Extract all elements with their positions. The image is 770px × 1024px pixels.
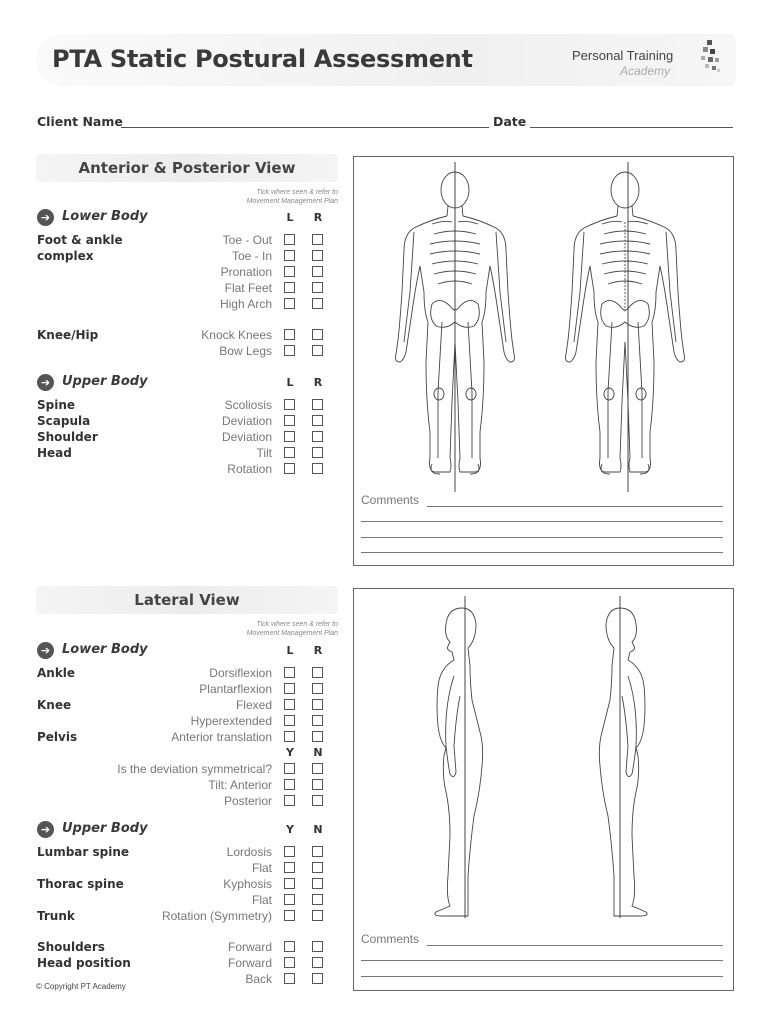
lateral-comments-label: Comments (361, 932, 420, 946)
lateral-lower-col-right: R (313, 644, 323, 657)
lateral-upper-checkbox-left[interactable] (284, 941, 295, 952)
anterior-upper-item-label: Rotation (227, 462, 272, 476)
lateral-lower-checkbox-left[interactable] (284, 715, 295, 726)
anterior-lower-item-label: High Arch (219, 297, 272, 311)
knee-hip-label: Knee/Hip (37, 328, 99, 342)
anterior-upper-body-part-label: Shoulder (37, 430, 98, 444)
anterior-lower-col-left: L (286, 211, 294, 224)
anterior-lower-col-right: R (313, 211, 323, 224)
logo-text-primary: Personal Training (572, 48, 674, 63)
lateral-lower-heading: Lower Body (62, 642, 148, 657)
lateral-lower-checkbox-right[interactable] (312, 667, 323, 678)
date-label: Date (493, 114, 527, 129)
anterior-lower-heading: Lower Body (62, 209, 148, 224)
anterior-upper-body-part-label: Head (37, 446, 72, 460)
anterior-lower-checkbox-right[interactable] (312, 266, 323, 277)
lateral-lower-item-label: Posterior (223, 794, 272, 808)
lateral-lower-item-label: Plantarflexion (199, 682, 272, 696)
anterior-comment-line-4[interactable] (361, 552, 723, 553)
lateral-lower-checkbox-left[interactable] (284, 699, 295, 710)
lateral-note-line1: Tick where seen & refer to (256, 621, 338, 628)
lateral-upper-checkbox-left[interactable] (284, 957, 295, 968)
lateral-lower-body-part-label: Pelvis (37, 730, 78, 744)
anterior-upper-checkbox-right[interactable] (312, 447, 323, 458)
lateral-lower-checkbox-right[interactable] (312, 731, 323, 742)
lateral-lower-item-label: Hyperextended (190, 714, 272, 728)
lateral-comment-line-3[interactable] (361, 976, 723, 977)
anterior-lower-item-label: Bow Legs (219, 344, 272, 358)
lateral-upper-item-label: Kyphosis (223, 877, 272, 891)
lateral-upper-checkbox-left[interactable] (284, 973, 295, 984)
lateral-upper-body-part-label: Head position (37, 956, 131, 970)
lateral-upper-checkbox-right[interactable] (312, 846, 323, 857)
lateral-upper-body-part-label: Lumbar spine (37, 845, 130, 859)
anterior-upper-checkbox-right[interactable] (312, 463, 323, 474)
anterior-lower-checkbox-right[interactable] (312, 234, 323, 245)
lateral-lower-checkbox-right[interactable] (312, 795, 323, 806)
anterior-upper-checkbox-left[interactable] (284, 399, 295, 410)
anterior-lower-item-label: Flat Feet (224, 281, 272, 295)
lateral-lower-col-left: L (286, 644, 294, 657)
lateral-upper-checkbox-right[interactable] (312, 973, 323, 984)
anterior-upper-col-right: R (313, 376, 323, 389)
lateral-lower-item-label: Dorsiflexion (209, 666, 272, 680)
lateral-upper-checkbox-right[interactable] (312, 862, 323, 873)
logo-dots-icon (698, 38, 722, 78)
anterior-upper-col-left: L (286, 376, 294, 389)
foot-ankle-label-2: complex (37, 249, 94, 263)
anterior-lower-checkbox-left[interactable] (284, 345, 295, 356)
lateral-lower-col-yes: Y (286, 746, 294, 759)
logo-text-secondary: Academy (620, 64, 671, 78)
client-name-field[interactable] (121, 127, 489, 128)
anterior-upper-item-label: Deviation (221, 430, 272, 444)
anterior-lower-checkbox-left[interactable] (284, 329, 295, 340)
anterior-lower-checkbox-right[interactable] (312, 298, 323, 309)
lateral-upper-checkbox-left[interactable] (284, 878, 295, 889)
lateral-lower-checkbox-left[interactable] (284, 683, 295, 694)
lateral-lower-checkbox-left[interactable] (284, 763, 295, 774)
anterior-lower-item-label: Knock Knees (201, 328, 272, 342)
lateral-upper-checkbox-right[interactable] (312, 957, 323, 968)
foot-ankle-label: Foot & ankle (37, 233, 123, 247)
anterior-lower-checkbox-right[interactable] (312, 345, 323, 356)
lateral-upper-checkbox-left[interactable] (284, 846, 295, 857)
lateral-upper-body-part-label: Thorac spine (37, 877, 124, 891)
arrow-right-icon: ➔ (37, 209, 54, 226)
lateral-upper-item-label: Forward (227, 940, 272, 954)
anterior-lower-checkbox-left[interactable] (284, 234, 295, 245)
anterior-note (180, 188, 338, 206)
lateral-lower-item-label: Flexed (235, 698, 272, 712)
lateral-upper-item-label: Forward (227, 956, 272, 970)
arrow-right-icon: ➔ (37, 374, 54, 391)
lateral-lower-body-part-label: Ankle (37, 666, 76, 680)
lateral-upper-checkbox-left[interactable] (284, 862, 295, 873)
lateral-lower-checkbox-left[interactable] (284, 731, 295, 742)
lateral-upper-checkbox-right[interactable] (312, 910, 323, 921)
lateral-upper-checkbox-left[interactable] (284, 910, 295, 921)
anterior-comment-line-3[interactable] (361, 537, 723, 538)
lateral-lower-item-label: Anterior translation (171, 730, 272, 744)
lateral-lower-item-label: Is the deviation symmetrical? (117, 762, 272, 776)
anterior-upper-checkbox-left[interactable] (284, 447, 295, 458)
anterior-comments-label: Comments (361, 493, 420, 507)
lateral-lower-checkbox-left[interactable] (284, 795, 295, 806)
anterior-lower-checkbox-left[interactable] (284, 298, 295, 309)
lateral-upper-heading: Upper Body (62, 821, 148, 836)
lateral-lower-checkbox-right[interactable] (312, 715, 323, 726)
lateral-upper-body-part-label: Shoulders (37, 940, 105, 954)
lateral-lower-checkbox-left[interactable] (284, 779, 295, 790)
arrow-right-icon: ➔ (37, 642, 54, 659)
anterior-upper-heading: Upper Body (62, 374, 148, 389)
anterior-lower-checkbox-right[interactable] (312, 250, 323, 261)
anterior-upper-checkbox-left[interactable] (284, 415, 295, 426)
anterior-section-title: Anterior & Posterior View (78, 159, 296, 177)
anterior-note-line2: Movement Management Plan (246, 198, 338, 205)
client-name-label: Client Name (37, 114, 123, 129)
anterior-comment-line-1[interactable] (427, 506, 723, 507)
anterior-lower-checkbox-right[interactable] (312, 282, 323, 293)
lateral-lower-checkbox-right[interactable] (312, 763, 323, 774)
anterior-comment-line-2[interactable] (361, 521, 723, 522)
lateral-upper-item-label: Rotation (Symmetry) (161, 909, 272, 923)
anterior-upper-checkbox-right[interactable] (312, 399, 323, 410)
anterior-lower-checkbox-left[interactable] (284, 250, 295, 261)
anterior-lower-item-label: Toe - Out (222, 233, 272, 247)
anterior-lower-checkbox-right[interactable] (312, 329, 323, 340)
lateral-upper-item-label: Back (245, 972, 272, 986)
lateral-lower-col-no: N (313, 746, 323, 759)
anterior-posterior-body-figures (390, 162, 690, 492)
lateral-lower-checkbox-right[interactable] (312, 683, 323, 694)
anterior-upper-checkbox-left[interactable] (284, 431, 295, 442)
lateral-section-title: Lateral View (134, 591, 240, 609)
date-field[interactable] (530, 127, 733, 128)
anterior-lower-item-label: Toe - In (231, 249, 272, 263)
anterior-upper-item-label: Deviation (221, 414, 272, 428)
anterior-upper-body-part-label: Spine (37, 398, 76, 412)
lateral-upper-checkbox-right[interactable] (312, 878, 323, 889)
lateral-upper-checkbox-right[interactable] (312, 894, 323, 905)
lateral-upper-checkbox-right[interactable] (312, 941, 323, 952)
anterior-lower-checkbox-left[interactable] (284, 266, 295, 277)
lateral-lower-checkbox-right[interactable] (312, 699, 323, 710)
anterior-upper-checkbox-right[interactable] (312, 431, 323, 442)
anterior-upper-checkbox-right[interactable] (312, 415, 323, 426)
lateral-upper-item-label: Lordosis (226, 845, 272, 859)
anterior-note-line1: Tick where seen & refer to (256, 189, 338, 196)
anterior-lower-item-label: Pronation (220, 265, 272, 279)
lateral-upper-item-label: Flat (251, 893, 272, 907)
lateral-lower-item-label: Tilt: Anterior (208, 778, 272, 792)
lateral-lower-body-part-label: Knee (37, 698, 72, 712)
anterior-upper-item-label: Tilt (256, 446, 272, 460)
anterior-upper-checkbox-left[interactable] (284, 463, 295, 474)
page-title: PTA Static Postural Assessment (52, 45, 473, 73)
lateral-body-figures (410, 596, 680, 926)
lateral-note-line2: Movement Management Plan (246, 630, 338, 637)
anterior-upper-body-part-label: Scapula (37, 414, 91, 428)
anterior-lower-checkbox-left[interactable] (284, 282, 295, 293)
lateral-upper-item-label: Flat (251, 861, 272, 875)
lateral-lower-checkbox-left[interactable] (284, 667, 295, 678)
lateral-lower-checkbox-right[interactable] (312, 779, 323, 790)
lateral-upper-body-part-label: Trunk (37, 909, 75, 923)
copyright-text: © Copyright PT Academy (36, 982, 126, 991)
lateral-comment-line-1[interactable] (427, 945, 723, 946)
lateral-upper-col-yes: Y (286, 823, 294, 836)
lateral-note (180, 620, 338, 638)
anterior-upper-item-label: Scoliosis (224, 398, 272, 412)
arrow-right-icon: ➔ (37, 821, 54, 838)
lateral-upper-col-no: N (313, 823, 323, 836)
lateral-upper-checkbox-left[interactable] (284, 894, 295, 905)
lateral-comment-line-2[interactable] (361, 960, 723, 961)
